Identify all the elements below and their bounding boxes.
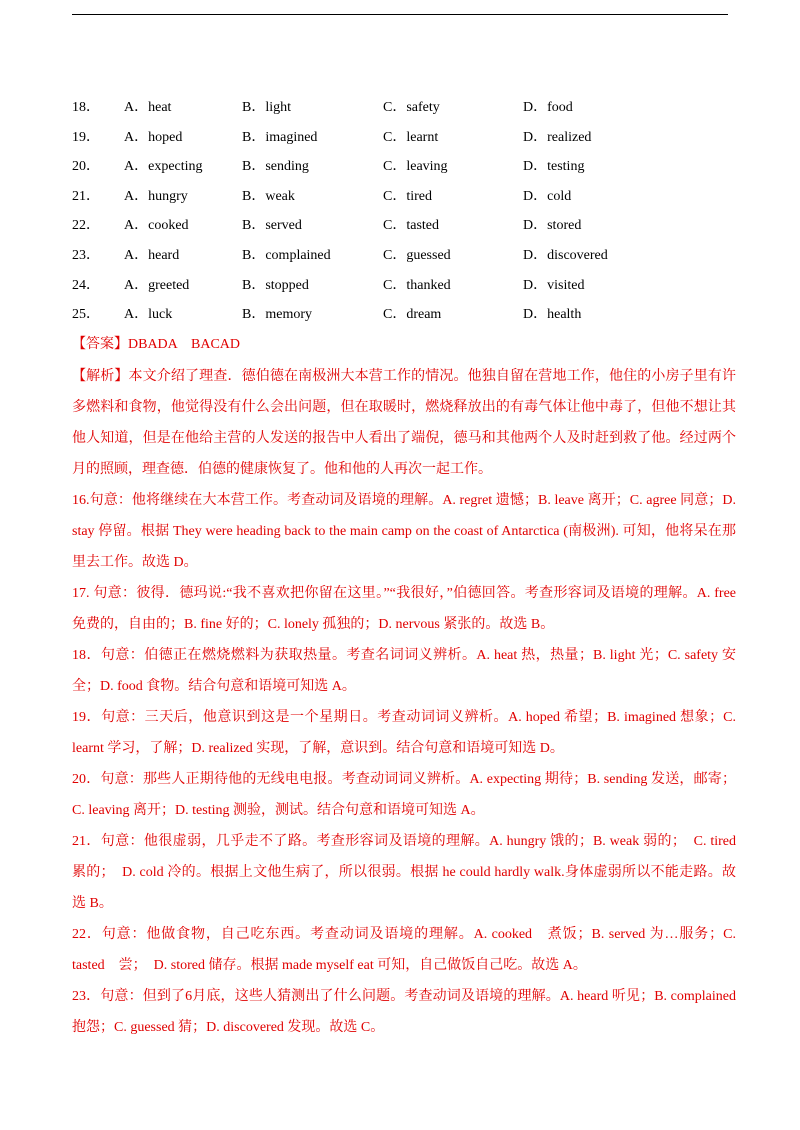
- option-row: [72, 128, 728, 158]
- analysis-item: 19．句意：三天后，他意识到这是一个星期日。考查动词词义辨析。A. hoped 希望；B. imagined 想象；C. learnt 学习，了解；D. realized 实现，了解，意识到。结合句意和语境可知选 D。: [72, 710, 736, 756]
- option-c: C．learnt: [383, 129, 439, 145]
- question-number: 22．: [72, 218, 100, 234]
- option-b: B．complained: [242, 247, 331, 263]
- option-a: A．luck: [124, 307, 173, 323]
- option-d: D．health: [523, 307, 582, 323]
- analysis-item: 17. 句意：彼得．德玛说:“我不喜欢把你留在这里。”“我很好，”伯德回答。考查形容词及语境的理解。A. free 免费的，自由的；B. fine 好的；C. lonely 孤独的；D. nervous 紧张的。故选 B。: [72, 586, 736, 632]
- answer-line: [72, 334, 240, 355]
- option-row: [72, 187, 728, 217]
- option-d: D．cold: [523, 188, 572, 204]
- analysis-item: 23．句意：但到了6月底，这些人猜测出了什么问题。考查动词及语境的理解。A. heard 听见；B. complained 抱怨；C. guessed 猜；D. discovered 发现。故选 C。: [72, 989, 736, 1035]
- option-c: C．safety: [383, 100, 440, 115]
- analysis-summary-text: 本文介绍了理查．德伯德在南极洲大本营工作的情况。他独自留在营地工作，他住的小房子里有许多燃料和食物，他觉得没有什么会出问题，但在取暖时，燃烧释放出的有毒气体让他中毒了，但他不想让其他人知道，但是在他给主营的人发送的报告中人看出了端倪，德马和其他两个人及时赶到救了他。经过两个月的照顾，理查德．伯德的健康恢复了。他和他的人再次一起工作。: [72, 369, 737, 477]
- option-a: A．hungry: [124, 188, 188, 204]
- question-number: 25．: [72, 307, 100, 323]
- option-d: D．realized: [523, 129, 592, 145]
- option-b: B．imagined: [242, 129, 318, 145]
- analysis-item: 22．句意：他做食物，自己吃东西。考查动词及语境的理解。A. cooked 煮饭；B. served 为…服务；C. tasted 尝； D. stored 储存。根据 made myself eat 可知，自己做饭自己吃。故选 A。: [72, 927, 736, 973]
- option-b: B．served: [242, 218, 302, 234]
- option-b: B．stopped: [242, 277, 309, 293]
- option-b: B．weak: [242, 188, 295, 204]
- option-a: A．cooked: [124, 218, 189, 234]
- option-b: B．light: [242, 100, 292, 115]
- option-list: [72, 98, 728, 335]
- answer-value: DBADA BACAD: [128, 337, 241, 352]
- option-row: [72, 98, 728, 128]
- option-b: B．sending: [242, 159, 309, 175]
- option-c: C．tasted: [383, 218, 439, 234]
- option-c: C．dream: [383, 307, 442, 323]
- analysis-item: 18．句意：伯德正在燃烧燃料为获取热量。考查名词词义辨析。A. heat 热，热量；B. light 光；C. safety 安全；D. food 食物。结合句意和语境可知选 A。: [72, 648, 736, 694]
- option-row: [72, 157, 728, 187]
- option-d: D．stored: [523, 218, 582, 234]
- option-d: D．visited: [523, 277, 585, 293]
- option-b: B．memory: [242, 307, 312, 323]
- option-row: [72, 305, 728, 335]
- question-number: 19．: [72, 129, 100, 145]
- question-number: 18．: [72, 100, 100, 115]
- option-row: [72, 246, 728, 276]
- option-a: A．expecting: [124, 159, 203, 175]
- analysis-label: 【解析】: [72, 368, 129, 384]
- option-d: D．testing: [523, 159, 585, 175]
- option-d: D．discovered: [523, 247, 608, 263]
- option-row: [72, 276, 728, 306]
- analysis-item: 21．句意：他很虚弱，几乎走不了路。考查形容词及语境的理解。A. hungry 饿的；B. weak 弱的； C. tired 累的； D. cold 冷的。根据上文他生病了，所以很弱。根据 he could hardly walk.身体虚弱所以不能走路。故选 B。: [72, 834, 736, 911]
- question-number: 24．: [72, 277, 100, 293]
- analysis-item: 20．句意：那些人正期待他的无线电电报。考查动词词义辨析。A. expecting 期待；B. sending 发送，邮寄；C. leaving 离开；D. testing 测验，测试。结合句意和语境可知选 A。: [72, 772, 736, 818]
- option-a: A．greeted: [124, 277, 190, 293]
- question-number: 21．: [72, 188, 100, 204]
- option-c: C．thanked: [383, 277, 451, 293]
- answer-label: 【答案】: [72, 336, 128, 352]
- analysis-summary: [72, 361, 736, 485]
- question-number: 23．: [72, 247, 100, 263]
- header-rule: [72, 14, 728, 15]
- option-a: A．hoped: [124, 129, 183, 145]
- option-c: C．tired: [383, 188, 432, 204]
- option-c: C．leaving: [383, 159, 448, 175]
- analysis-item: 16.句意：他将继续在大本营工作。考查动词及语境的理解。A. regret 遗憾；B. leave 离开；C. agree 同意；D. stay 停留。根据 They were heading back to the main camp on the coast of Antarctica (南极洲). 可知，他将呆在那里去工作。故选 D。: [72, 493, 736, 570]
- option-a: A．heard: [124, 247, 180, 263]
- option-c: C．guessed: [383, 247, 451, 263]
- option-d: D．food: [523, 100, 573, 115]
- option-a: A．heat: [124, 100, 172, 115]
- analysis-section: [72, 361, 736, 1043]
- option-row: [72, 216, 728, 246]
- question-number: 20．: [72, 159, 100, 175]
